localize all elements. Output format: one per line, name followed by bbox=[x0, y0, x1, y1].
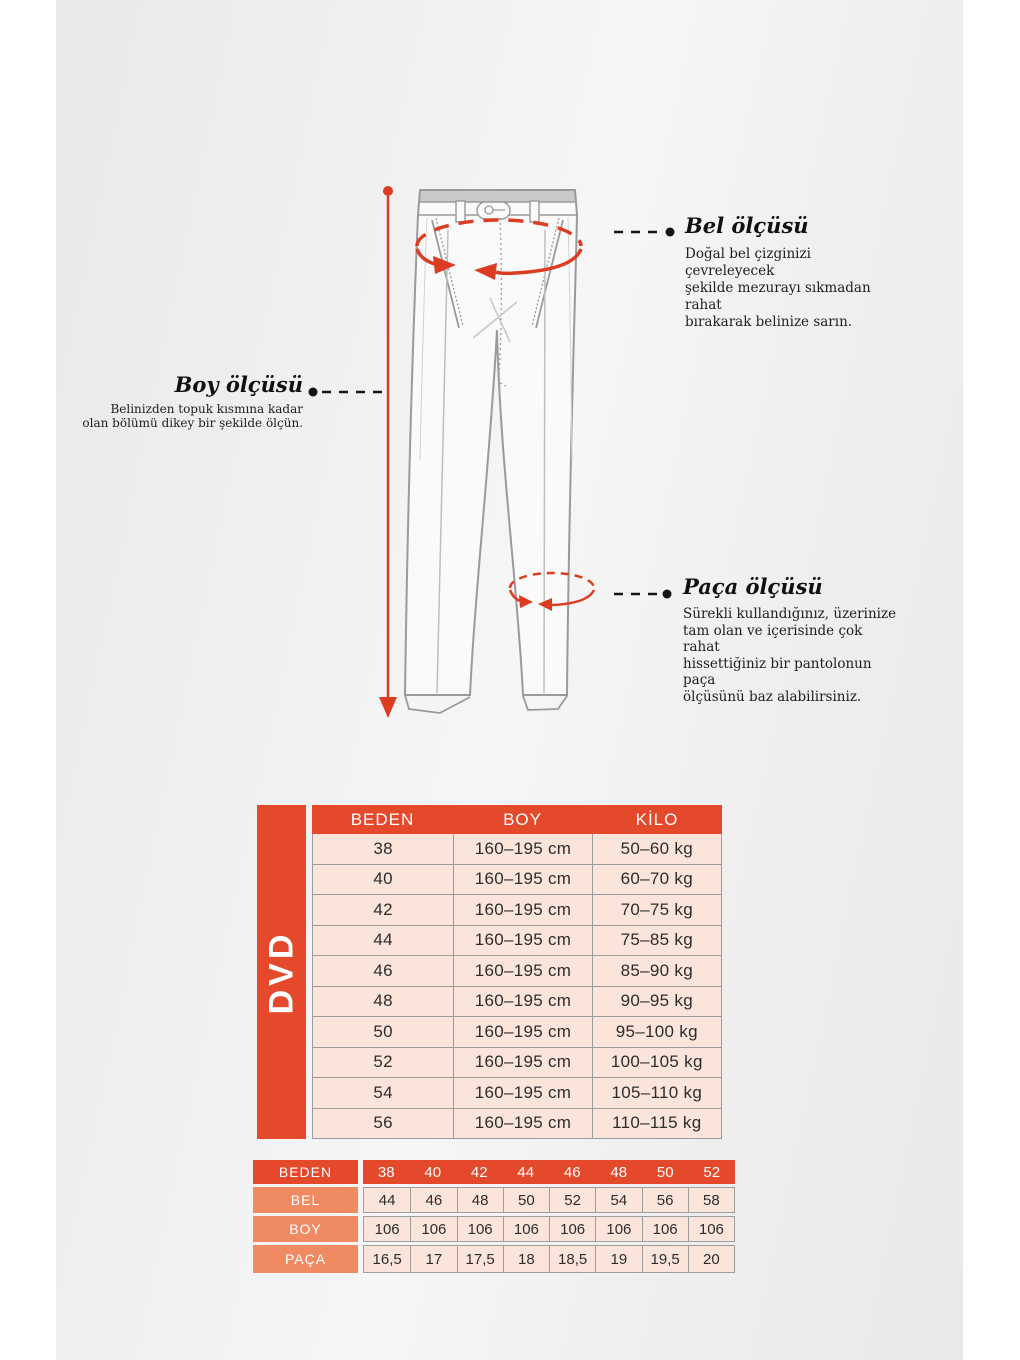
size-cell: 44 bbox=[373, 930, 393, 950]
height-cell: 160–195 cm bbox=[453, 865, 591, 895]
connector-dot bbox=[309, 388, 318, 397]
measure-cell: 46 bbox=[410, 1188, 456, 1212]
weight-cell: 110–115 kg bbox=[592, 1109, 721, 1139]
column-header: BOY bbox=[503, 809, 542, 829]
size-header-cell: 52 bbox=[703, 1163, 721, 1181]
measure-cell: 18,5 bbox=[549, 1246, 595, 1272]
size-header-cell: 44 bbox=[517, 1163, 535, 1181]
measure-cell: 106 bbox=[503, 1217, 549, 1241]
waist-annotation-desc bbox=[685, 246, 900, 331]
brand-bar bbox=[257, 805, 306, 1139]
measure-cell: 54 bbox=[595, 1188, 641, 1212]
size-cell: 56 bbox=[373, 1113, 393, 1133]
height-cell: 160–195 cm bbox=[453, 895, 591, 925]
measure-cell: 106 bbox=[410, 1217, 456, 1241]
size-cell: 38 bbox=[373, 838, 393, 858]
size-header-cell: 46 bbox=[563, 1163, 581, 1181]
size-table-body bbox=[312, 834, 722, 1139]
table-row bbox=[313, 894, 721, 925]
detail-row-bel bbox=[363, 1187, 735, 1213]
size-cell: 48 bbox=[373, 991, 393, 1011]
measure-cell: 106 bbox=[642, 1217, 688, 1241]
table-row bbox=[313, 1108, 721, 1139]
waist-annotation bbox=[685, 213, 900, 331]
waist-annotation-title: Bel ölçüsü bbox=[685, 213, 809, 238]
table-row bbox=[313, 955, 721, 986]
size-header-cell: 38 bbox=[377, 1163, 395, 1181]
measure-cell: 19 bbox=[595, 1246, 641, 1272]
measure-cell: 58 bbox=[688, 1188, 734, 1212]
measure-cell: 48 bbox=[457, 1188, 503, 1212]
size-cell: 42 bbox=[373, 899, 393, 919]
table-row bbox=[313, 834, 721, 864]
weight-cell: 95–100 kg bbox=[592, 1017, 721, 1047]
text-line: hissettiğiniz bir pantolonun paça bbox=[683, 655, 872, 688]
belt-loop bbox=[456, 201, 465, 222]
measure-cell: 106 bbox=[595, 1217, 641, 1241]
connector-dot bbox=[666, 228, 675, 237]
paca-connector bbox=[614, 590, 672, 599]
weight-cell: 70–75 kg bbox=[592, 895, 721, 925]
measure-cell: 17,5 bbox=[457, 1246, 503, 1272]
text-line: ölçüsünü baz alabilirsiniz. bbox=[683, 688, 862, 705]
bel-connector bbox=[614, 228, 675, 237]
text-line: tam olan ve içerisinde çok rahat bbox=[683, 622, 863, 655]
text-line: Doğal bel çizginizi çevreleyecek bbox=[685, 246, 811, 279]
length-measure-arrow bbox=[379, 186, 397, 718]
length-annotation-title: Boy ölçüsü bbox=[174, 372, 303, 397]
text-line: Sürekli kullandığınız, üzerinize bbox=[683, 606, 897, 622]
table-row bbox=[313, 1077, 721, 1108]
table-row bbox=[313, 864, 721, 895]
row-label-bel: BEL bbox=[253, 1187, 358, 1213]
size-cell: 46 bbox=[373, 960, 393, 980]
measure-cell: 106 bbox=[688, 1217, 734, 1241]
row-label-boy: BOY bbox=[253, 1216, 358, 1242]
connector-dot bbox=[663, 590, 672, 599]
height-cell: 160–195 cm bbox=[453, 956, 591, 986]
size-cell: 52 bbox=[373, 1052, 393, 1072]
weight-cell: 60–70 kg bbox=[592, 865, 721, 895]
text-line: bırakarak belinize sarın. bbox=[685, 314, 853, 330]
height-cell: 160–195 cm bbox=[453, 926, 591, 956]
measure-cell: 106 bbox=[374, 1220, 400, 1238]
column-header: KİLO bbox=[635, 809, 679, 829]
height-cell: 160–195 cm bbox=[453, 834, 591, 864]
weight-cell: 50–60 kg bbox=[592, 834, 721, 864]
table-row bbox=[313, 986, 721, 1017]
height-cell: 160–195 cm bbox=[453, 1109, 591, 1139]
length-annotation bbox=[80, 372, 303, 430]
measure-cell: 20 bbox=[688, 1246, 734, 1272]
weight-cell: 90–95 kg bbox=[592, 987, 721, 1017]
text-line: olan bölümü dikey bir şekilde ölçün. bbox=[82, 415, 303, 430]
height-cell: 160–195 cm bbox=[453, 1078, 591, 1108]
size-header-cell: 48 bbox=[610, 1163, 628, 1181]
size-cell: 54 bbox=[373, 1082, 393, 1102]
hem-annotation bbox=[683, 574, 903, 705]
measure-cell: 106 bbox=[457, 1217, 503, 1241]
height-cell: 160–195 cm bbox=[453, 1048, 591, 1078]
pants-diagram bbox=[300, 160, 690, 740]
text-line: şekilde mezurayı sıkmadan rahat bbox=[685, 280, 871, 313]
detail-row-boy bbox=[363, 1216, 735, 1242]
size-cell: 50 bbox=[373, 1021, 393, 1041]
boy-connector bbox=[309, 388, 386, 397]
length-annotation-desc bbox=[80, 403, 303, 430]
detail-size-header bbox=[363, 1160, 735, 1184]
detail-corner-label: BEDEN bbox=[253, 1160, 358, 1184]
measure-cell: 18 bbox=[503, 1246, 549, 1272]
size-table-header bbox=[312, 805, 722, 834]
belt-loop bbox=[530, 201, 539, 222]
measure-cell: 19,5 bbox=[642, 1246, 688, 1272]
size-cell: 40 bbox=[373, 869, 393, 889]
measure-cell: 50 bbox=[503, 1188, 549, 1212]
weight-cell: 105–110 kg bbox=[592, 1078, 721, 1108]
size-header-cell: 40 bbox=[424, 1163, 442, 1181]
size-table bbox=[312, 805, 722, 1139]
measure-cell: 106 bbox=[549, 1217, 595, 1241]
measure-cell: 17 bbox=[410, 1246, 456, 1272]
size-header-cell: 42 bbox=[470, 1163, 488, 1181]
detail-table bbox=[363, 1160, 735, 1273]
brand-logo: DVD bbox=[262, 930, 301, 1014]
weight-cell: 75–85 kg bbox=[592, 926, 721, 956]
weight-cell: 85–90 kg bbox=[592, 956, 721, 986]
detail-row-paca bbox=[363, 1245, 735, 1273]
measure-cell: 44 bbox=[378, 1191, 396, 1209]
detail-table-labels bbox=[253, 1160, 358, 1273]
measure-cell: 52 bbox=[549, 1188, 595, 1212]
height-cell: 160–195 cm bbox=[453, 1017, 591, 1047]
table-row bbox=[313, 925, 721, 956]
height-cell: 160–195 cm bbox=[453, 987, 591, 1017]
weight-cell: 100–105 kg bbox=[592, 1048, 721, 1078]
row-label-paca: PAÇA bbox=[253, 1245, 358, 1273]
size-header-cell: 50 bbox=[656, 1163, 674, 1181]
measure-cell: 56 bbox=[642, 1188, 688, 1212]
measure-cell: 16,5 bbox=[372, 1250, 402, 1268]
table-row bbox=[313, 1016, 721, 1047]
column-header: BEDEN bbox=[350, 809, 415, 829]
hem-annotation-title: Paça ölçüsü bbox=[683, 574, 823, 599]
hem-annotation-desc bbox=[683, 606, 903, 705]
table-row bbox=[313, 1047, 721, 1078]
text-line: Belinizden topuk kısmına kadar bbox=[110, 402, 303, 416]
